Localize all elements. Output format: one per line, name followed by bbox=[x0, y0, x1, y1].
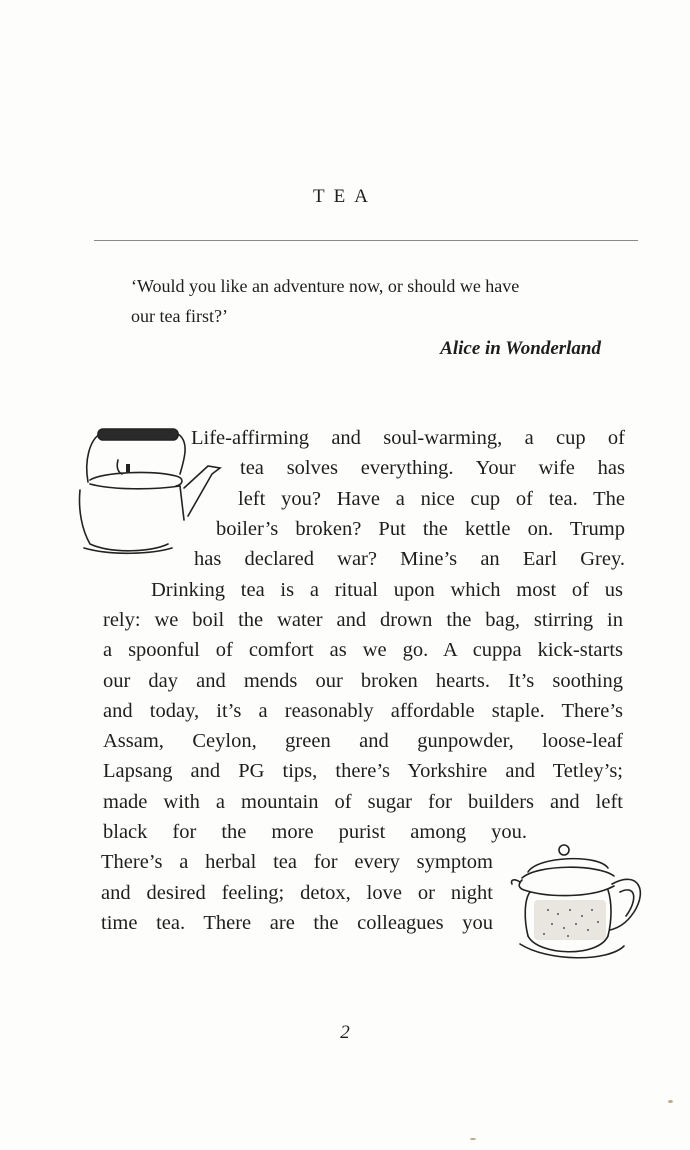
epigraph-line: our tea first?’ bbox=[131, 306, 228, 326]
body-text-line: Assam, Ceylon, green and gunpowder, loose-leaf bbox=[103, 730, 623, 752]
epigraph-line: ‘Would you like an adventure now, or should we have bbox=[131, 276, 520, 296]
chapter-title: TEA bbox=[313, 186, 377, 207]
body-text-line: black for the more purist among you. bbox=[103, 821, 527, 843]
body-text-line: tea solves everything. Your wife has bbox=[240, 457, 625, 479]
body-text-line: There’s a herbal tea for every symptom bbox=[101, 851, 493, 873]
body-text-line: has declared war? Mine’s an Earl Grey. bbox=[194, 548, 625, 570]
body-text-line: Lapsang and PG tips, there’s Yorkshire and Tetley’s; bbox=[103, 760, 623, 782]
title-divider bbox=[94, 240, 638, 241]
body-text-line: rely: we boil the water and drown the bag, stirring in bbox=[103, 609, 623, 631]
body-text-line: a spoonful of comfort as we go. A cuppa kick-starts bbox=[103, 639, 623, 661]
teapot-icon bbox=[508, 840, 648, 970]
body-text-line: our day and mends our broken hearts. It’s soothing bbox=[103, 670, 623, 692]
body-text-line: made with a mountain of sugar for builders and left bbox=[103, 791, 623, 813]
paper-speck bbox=[470, 1138, 476, 1140]
body-text-line: and desired feeling; detox, love or night bbox=[101, 882, 493, 904]
paper-speck bbox=[668, 1100, 673, 1103]
body-text-line: left you? Have a nice cup of tea. The bbox=[238, 488, 625, 510]
page-number: 2 bbox=[340, 1022, 350, 1043]
body-text-line: boiler’s broken? Put the kettle on. Trump bbox=[216, 518, 625, 540]
epigraph-attribution: Alice in Wonderland bbox=[440, 338, 601, 359]
body-text-line: Life-affirming and soul-warming, a cup of bbox=[191, 427, 625, 449]
body-text-line: time tea. There are the colleagues you bbox=[101, 912, 493, 934]
body-text-line: and today, it’s a reasonably affordable staple. There’s bbox=[103, 700, 623, 722]
body-text-line: Drinking tea is a ritual upon which most of us bbox=[151, 579, 623, 601]
